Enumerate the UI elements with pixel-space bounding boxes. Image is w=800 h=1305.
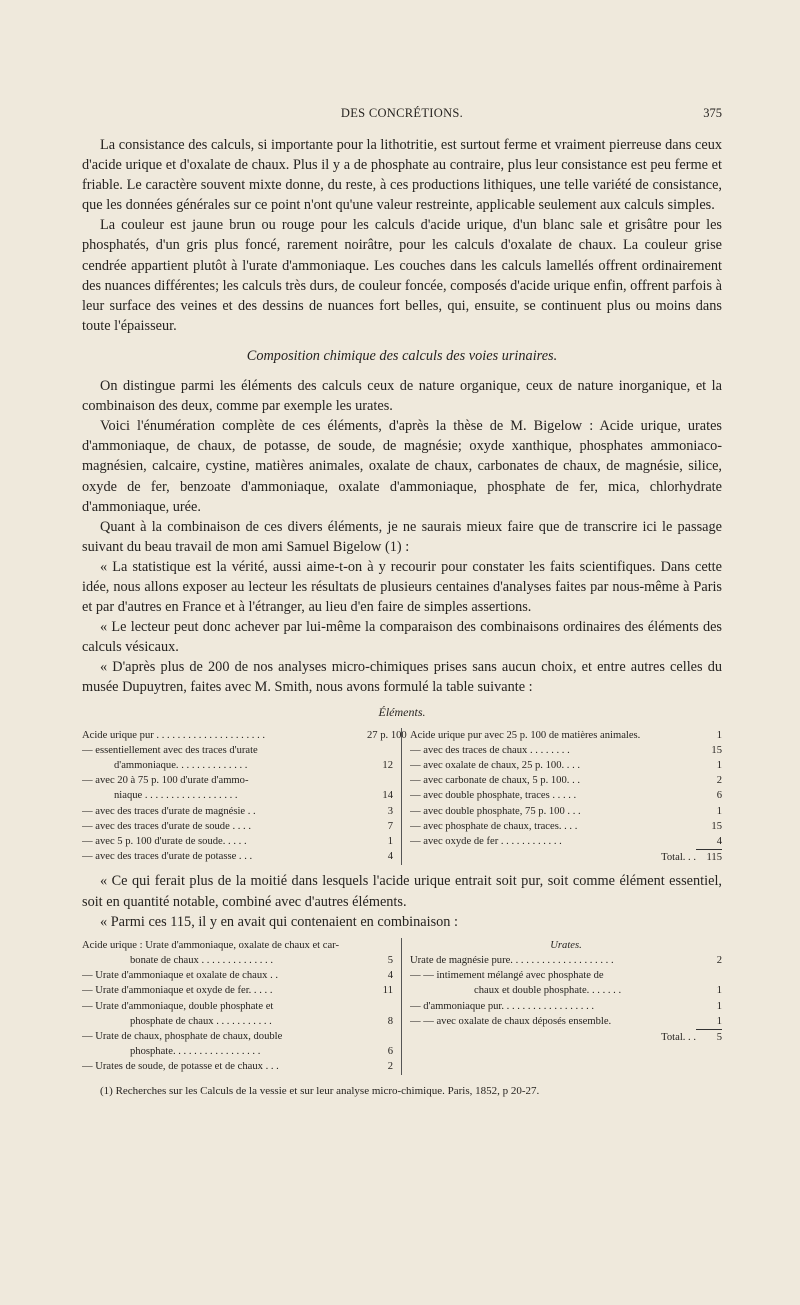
row-value: 6	[387, 1046, 393, 1058]
row-value: 12	[382, 760, 393, 772]
row-label: — avec des traces d'urate de potasse . . .	[82, 851, 253, 863]
row-label: — Urate d'ammoniaque et oxalate de chaux . .	[82, 970, 279, 982]
row-value: 15	[711, 820, 722, 832]
paragraph: Quant à la combinaison de ces divers éléments, je ne saurais mieux faire que de transcrire ici le passage suivant du beau travail de mon ami Samuel Bigelow (1) :	[82, 518, 722, 555]
paragraph: « Parmi ces 115, il y en avait qui contenaient en combinaison :	[100, 913, 458, 930]
row-label: d'ammoniaque. . . . . . . . . . . . . .	[114, 760, 248, 772]
row-value: 3	[387, 805, 393, 817]
paragraph: « La statistique est la vérité, aussi aime-t-on à y recourir pour constater les faits scientifiques. Dans cette idée, nous allons exposer au lecteur les résultats de plusieurs centaines d'analyses faites par nous-même à Paris et par d'autres en France et à l'étranger, au lieu d'en faire de simples assertions.	[82, 558, 722, 616]
table-row	[82, 953, 393, 968]
row-value: 4	[387, 970, 393, 982]
row-label: — avec oxyde de fer . . . . . . . . . . . .	[410, 836, 562, 848]
paragraph: « Le lecteur peut donc achever par lui-même la comparaison des combinaisons ordinaires des éléments des calculs vésicaux.	[82, 619, 722, 656]
body-text	[82, 135, 722, 1101]
total-label: Total. . .	[661, 1031, 696, 1043]
row-label: — avec carbonate de chaux, 5 p. 100. . .	[410, 775, 581, 787]
table-row	[82, 1029, 393, 1044]
row-label: — Urate d'ammoniaque, double phosphate et	[82, 1000, 274, 1012]
row-value: 14	[382, 790, 393, 802]
row-value: 5	[387, 954, 393, 966]
row-label: — avec des traces d'urate de magnésie . .	[82, 805, 256, 817]
table-row	[82, 1014, 393, 1029]
row-value: 1	[716, 1015, 722, 1027]
row-label: niaque . . . . . . . . . . . . . . . . . .	[114, 790, 238, 802]
total-value: 5	[696, 1029, 722, 1045]
row-value: 2	[716, 775, 722, 787]
row-label: — avec 20 à 75 p. 100 d'urate d'ammo-	[82, 775, 249, 787]
row-value: 6	[716, 790, 722, 802]
elements-table	[82, 728, 722, 866]
table-row	[410, 834, 722, 849]
row-label: phosphate de chaux . . . . . . . . . . .	[130, 1015, 272, 1027]
table-row	[410, 773, 722, 788]
table-row	[82, 819, 393, 834]
row-value: 1	[716, 805, 722, 817]
total-value: 115	[696, 849, 722, 865]
table-row	[82, 1044, 393, 1059]
row-value: 1	[716, 760, 722, 772]
row-label: — Urate d'ammoniaque et oxyde de fer. . . . .	[82, 985, 273, 997]
paragraph: La couleur est jaune brun ou rouge pour les calculs d'acide urique, d'un blanc sale et grisâtre pour les phosphatés, d'un gris plus foncé, rarement noirâtre, pour les calculs d'oxalate de chaux. La couleur grise cendrée appartient plutôt à l'urate d'ammoniaque. Les couches dans les calculs lamellés offrent ordinairement des nuances différentes; les calculs très durs, de couleur foncée, composés d'acide urique enfin, offrent parfois à leur surface des veines et des dessins de nuances fort belles, qui, ensuite, se continuent plus ou moins dans toute l'épaisseur.	[82, 217, 723, 334]
page-number: 375	[703, 106, 722, 120]
row-value: 1	[716, 985, 722, 997]
row-label: phosphate. . . . . . . . . . . . . . . . .	[130, 1046, 261, 1058]
urates-heading: Urates.	[550, 939, 582, 951]
table-row	[82, 728, 407, 743]
table-row	[410, 804, 722, 819]
table-row	[82, 773, 393, 788]
table-row	[410, 999, 722, 1014]
paragraph: Voici l'énumération complète de ces éléments, d'après la thèse de M. Bigelow : Acide urique, urates d'ammoniaque, de chaux, de potasse, de soude, de magnésie; oxyde xanthique, phosphates ammoniaco-magnésien, calcaire, cystine, matières animales, oxalate de chaux, carbonates de chaux, de magnésie, silice, oxyde de fer, benzoate d'ammoniaque, oxalate d'ammoniaque, phosphate de fer, mica, chlorhydrate d'ammoniaque, urée.	[82, 418, 722, 515]
row-label: — — intimement mélangé avec phosphate de	[410, 970, 604, 982]
table-row	[82, 968, 393, 983]
table-row	[410, 983, 722, 998]
table-row	[82, 788, 393, 803]
row-label: Acide urique : Urate d'ammoniaque, oxalate de chaux et car-	[82, 939, 340, 951]
elements-table-left	[82, 728, 407, 866]
table-row	[82, 743, 393, 758]
table-row	[410, 728, 722, 743]
paragraph: « D'après plus de 200 de nos analyses micro-chimiques prises sans aucun choix, et entre autres celles du musée Dupuytren, faites avec M. Smith, nous avons formulé la table suivante :	[82, 659, 722, 696]
row-label: — avec double phosphate, 75 p. 100 . . .	[410, 805, 581, 817]
row-label: Acide urique pur . . . . . . . . . . . . . . . . . . . . .	[82, 729, 266, 741]
row-value: 2	[716, 954, 722, 966]
running-header	[82, 106, 722, 126]
total-row	[410, 1029, 722, 1045]
table-caption: Éléments.	[378, 704, 426, 719]
row-label: — avec double phosphate, traces . . . . .	[410, 790, 577, 802]
row-label: — avec des traces de chaux . . . . . . . .	[410, 744, 570, 756]
row-value: 1	[387, 836, 393, 848]
footnote: (1) Recherches sur les Calculs de la vessie et sur leur analyse micro-chimique. Paris, 1852, p 20-27.	[100, 1084, 540, 1097]
row-label: — avec des traces d'urate de soude . . . .	[82, 820, 251, 832]
row-value: 8	[387, 1015, 393, 1027]
table-row	[82, 1059, 393, 1074]
row-value: 27 p. 100	[367, 729, 407, 741]
table-row	[82, 834, 393, 849]
row-value: 4	[387, 851, 393, 863]
table-row	[410, 1014, 722, 1029]
combinations-table-right	[402, 938, 722, 1075]
paragraph: La consistance des calculs, si importante pour la lithotritie, est surtout ferme et vraiment pierreuse dans ceux d'acide urique et d'oxalate de chaux. Plus il y a de phosphate au contraire, plus leur consistance est peu ferme et friable. Le caractère souvent mixte donne, du reste, à ces productions lithiques, une telle variété de consistance, que les données générales sur ce point n'ont qu'une valeur restreinte, applicable seulement aux calculs simples.	[82, 137, 722, 214]
row-label: — avec 5 p. 100 d'urate de soude. . . . .	[82, 836, 247, 848]
row-label: bonate de chaux . . . . . . . . . . . . . .	[130, 954, 273, 966]
total-row	[410, 849, 722, 865]
row-label: chaux et double phosphate. . . . . . .	[474, 985, 622, 997]
section-title: Composition chimique des calculs des voies urinaires.	[246, 347, 558, 364]
paragraph: On distingue parmi les éléments des calculs ceux de nature organique, ceux de nature inorganique, et la combinaison des deux, comme par exemple les urates.	[82, 378, 722, 415]
paragraph: « Ce qui ferait plus de la moitié dans lesquels l'acide urique entrait soit pur, soit comme élément essentiel, soit en quantité notable, combiné avec d'autres éléments.	[82, 873, 722, 910]
table-row	[410, 819, 722, 834]
row-value: 7	[387, 820, 393, 832]
table-row	[410, 968, 722, 983]
row-label: Urate de magnésie pure. . . . . . . . . . . . . . . . . . . .	[410, 954, 614, 966]
row-label: — avec phosphate de chaux, traces. . . .	[410, 820, 578, 832]
table-row	[82, 849, 393, 864]
table-row	[410, 788, 722, 803]
row-label: — — avec oxalate de chaux déposés ensemble.	[410, 1015, 612, 1027]
table-row	[82, 804, 393, 819]
row-label: — essentiellement avec des traces d'urate	[82, 744, 258, 756]
table-row	[82, 938, 393, 953]
row-value: 4	[716, 836, 722, 848]
row-value: 1	[716, 729, 722, 741]
table-row	[410, 743, 722, 758]
row-label: — avec oxalate de chaux, 25 p. 100. . . .	[410, 760, 581, 772]
row-value: 1	[716, 1000, 722, 1012]
total-label: Total. . .	[661, 852, 696, 864]
row-value: 11	[382, 985, 393, 997]
row-value: 15	[711, 744, 722, 756]
table-row	[82, 999, 393, 1014]
table-row	[82, 758, 393, 773]
row-label: Acide urique pur avec 25 p. 100 de matières animales.	[410, 729, 641, 741]
row-label: — Urate de chaux, phosphate de chaux, double	[82, 1030, 283, 1042]
row-label: — d'ammoniaque pur. . . . . . . . . . . . . . . . . .	[410, 1000, 595, 1012]
row-label: — Urates de soude, de potasse et de chaux . . .	[82, 1061, 279, 1073]
table-row	[410, 953, 722, 968]
table-row	[82, 983, 393, 998]
elements-table-right	[402, 728, 722, 866]
combinations-table	[82, 938, 722, 1075]
running-title: DES CONCRÉTIONS.	[340, 106, 464, 120]
combinations-table-left	[82, 938, 402, 1075]
table-row	[410, 758, 722, 773]
row-value: 2	[387, 1061, 393, 1073]
